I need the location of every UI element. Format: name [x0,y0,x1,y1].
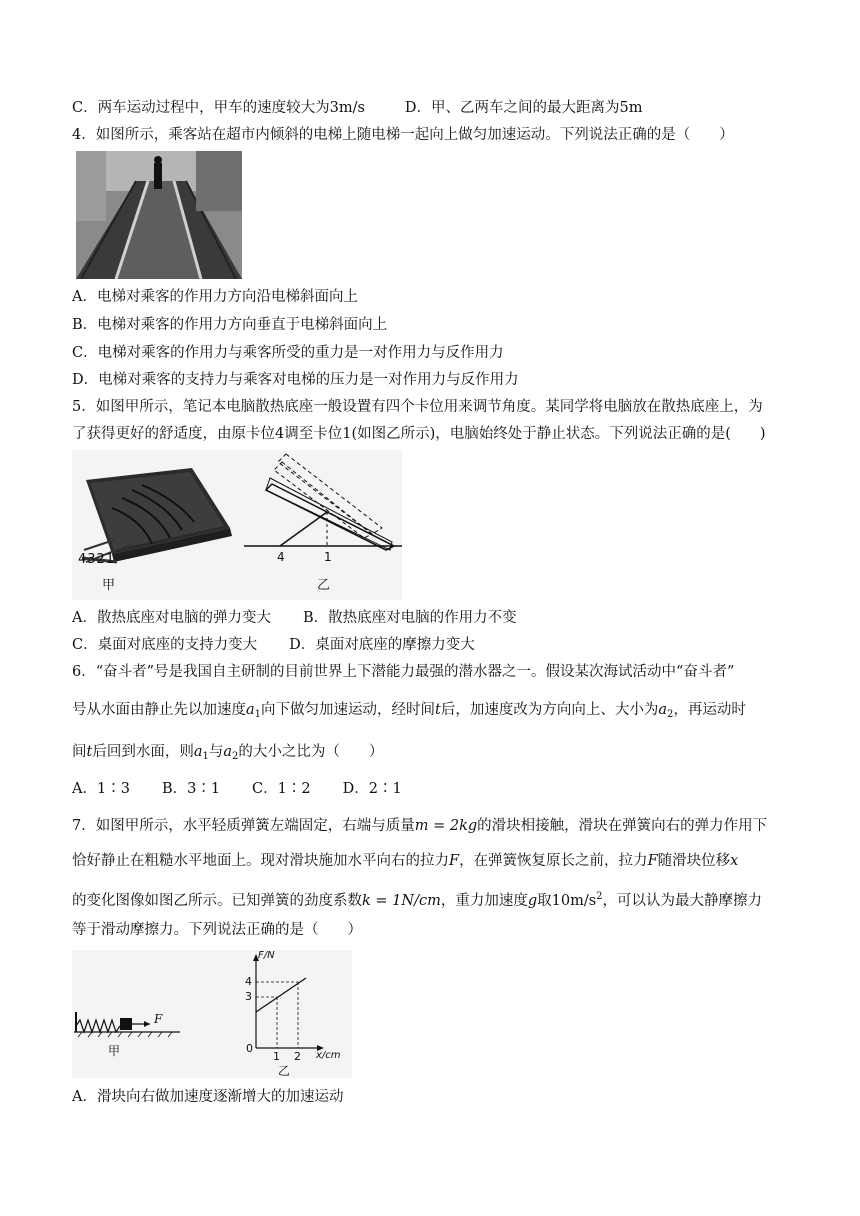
q7-g-sup: 2 [596,891,603,902]
q5-option-b: B．散热底座对电脑的作用力不变 [302,610,517,626]
q5-stem-line1: 5．如图甲所示，笔记本电脑散热底座一般设置有四个卡位用来调节角度。某同学将电脑放在散热底座上，为 [72,399,763,415]
q6-options-row [72,779,402,799]
escalator-photo [76,151,242,279]
q7-g-value: 10m/s [551,893,597,909]
q7-stem-line3 [72,887,762,911]
q7-fig-jia-F: F [154,1012,163,1026]
q6-line2-b: 向下做匀加速运动，经时间 [261,702,436,718]
q7-stem-line1 [72,816,767,836]
q5-fig-yi-label: 乙 [317,578,331,593]
q6-option-d: D．2∶1 [342,781,402,797]
q7-fig-yi-x2: 2 [294,1050,301,1063]
q7-g: g [527,893,538,909]
q4-stem: 4．如图所示，乘客站在超市内倾斜的电梯上随电梯一起向上做匀加速运动。下列说法正确的是（ ） [72,127,734,143]
q7-F1: F [449,853,460,869]
q6-line2-c: 后，加速度改为方向向上、大小为 [440,702,659,718]
q6-a1: a [246,702,255,718]
q5-option-a: A．散热底座对电脑的弹力变大 [72,610,271,626]
q6-line2-d: ，再运动时 [673,702,746,718]
q4-option-c: C．电梯对乘客的作用力与乘客所受的重力是一对作用力与反作用力 [72,345,504,361]
q6-stem-line2 [72,700,746,725]
q7-line3-c: 取 [537,893,552,909]
q6-stem-line1: 6．“奋斗者”号是我国自主研制的目前世界上下潜能力最强的潜水器之一。假设某次海试活动中“奋斗者” [72,664,735,680]
q4-option-b: B．电梯对乘客的作用力方向垂直于电梯斜面向上 [72,317,388,333]
q6-t2: t [86,744,93,760]
q7-fig-yi-xlabel: x/cm [316,1050,341,1061]
q7-F2: F [647,853,658,869]
q7-fig-yi-label: 乙 [278,1064,291,1078]
q7-mass: m = 2kg [414,818,478,834]
q5-option-c: C．桌面对底座的支持力变大 [72,637,258,653]
q7-fig-yi-ylabel: F/N [258,950,275,961]
q7-line3-d: ，可以认为最大静摩擦力 [602,893,763,909]
q7-line1-a: 7．如图甲所示，水平轻质弹簧左端固定，右端与质量 [72,818,415,834]
q7-x: x [730,853,739,869]
q7-line3-a: 的变化图像如图乙所示。已知弹簧的劲度系数 [72,893,362,909]
q7-line3-b: ，重力加速度 [440,893,528,909]
q7-figures [72,950,352,1078]
q7-fig-jia-label: 甲 [108,1044,121,1058]
q7-fig-yi-origin: 0 [246,1042,253,1055]
q6-line3-c: 与 [208,744,224,760]
q6-a1b: a [193,744,203,760]
q6-a2b: a [223,744,233,760]
q6-a1b-sub: 1 [202,751,209,762]
q3-options-row [72,98,643,118]
q6-line3-b: 后回到水面，则 [92,744,194,760]
q5-fig-yi-1: 1 [324,550,332,564]
q4-option-d: D．电梯对乘客的支持力与乘客对电梯的压力是一对作用力与反作用力 [72,372,519,388]
q6-line2-a: 号从水面由静止先以加速度 [72,702,246,718]
q7-fig-yi-y3: 3 [245,990,252,1003]
q7-option-a: A．滑块向右做加速度逐渐增大的加速运动 [72,1089,344,1105]
q5-options-row1 [72,608,517,628]
q6-a2b-sub: 2 [232,751,239,762]
q6-option-c: C．1∶2 [252,781,311,797]
q7-stem-line4: 等于滑动摩擦力。下列说法正确的是（ ） [72,922,362,938]
q6-a2-sub: 2 [667,709,674,720]
q6-option-a: A．1∶3 [72,781,130,797]
q7-fig-yi-y4: 4 [245,975,252,988]
q6-a2: a [658,702,668,718]
q7-k: k = 1N/cm [362,893,441,909]
q5-figure-svg [72,450,402,600]
q6-option-b: B．3∶1 [161,781,221,797]
q6-stem-line3 [72,742,383,767]
q7-line2-a: 恰好静止在粗糙水平地面上。现对滑块施加水平向右的拉力 [72,853,449,869]
q7-line2-b: ，在弹簧恢复原长之前，拉力 [459,853,648,869]
q7-fig-yi-x1: 1 [273,1050,280,1063]
q5-fig-yi-4: 4 [277,550,285,564]
escalator-photo-art [76,151,242,279]
q3-option-c: C．两车运动过程中，甲车的速度较大为3m/s [72,100,365,116]
q7-stem-line2 [72,851,738,871]
q5-option-d: D．桌面对底座的摩擦力变大 [289,637,475,653]
q7-line2-c: 随滑块位移 [657,853,731,869]
q5-fig-jia-numbers: 4321 [78,552,116,567]
q5-options-row2 [72,635,475,655]
q6-line3-d: 的大小之比为（ ） [238,744,384,760]
q5-figures [72,450,402,600]
q4-option-a: A．电梯对乘客的作用力方向沿电梯斜面向上 [72,289,358,305]
q6-line3-a: 间 [72,744,87,760]
q3-option-d: D．甲、乙两车之间的最大距离为5m [404,100,643,116]
q5-fig-jia-label: 甲 [102,578,116,593]
q6-t1: t [435,702,441,718]
q6-a1-sub: 1 [254,709,262,720]
q5-stem-line2: 了获得更好的舒适度，由原卡位4调至卡位1(如图乙所示)，电脑始终处于静止状态。下列说法正确的是( ) [72,426,766,442]
q7-line1-b: 的滑块相接触，滑块在弹簧向右的弹力作用下 [477,818,768,834]
